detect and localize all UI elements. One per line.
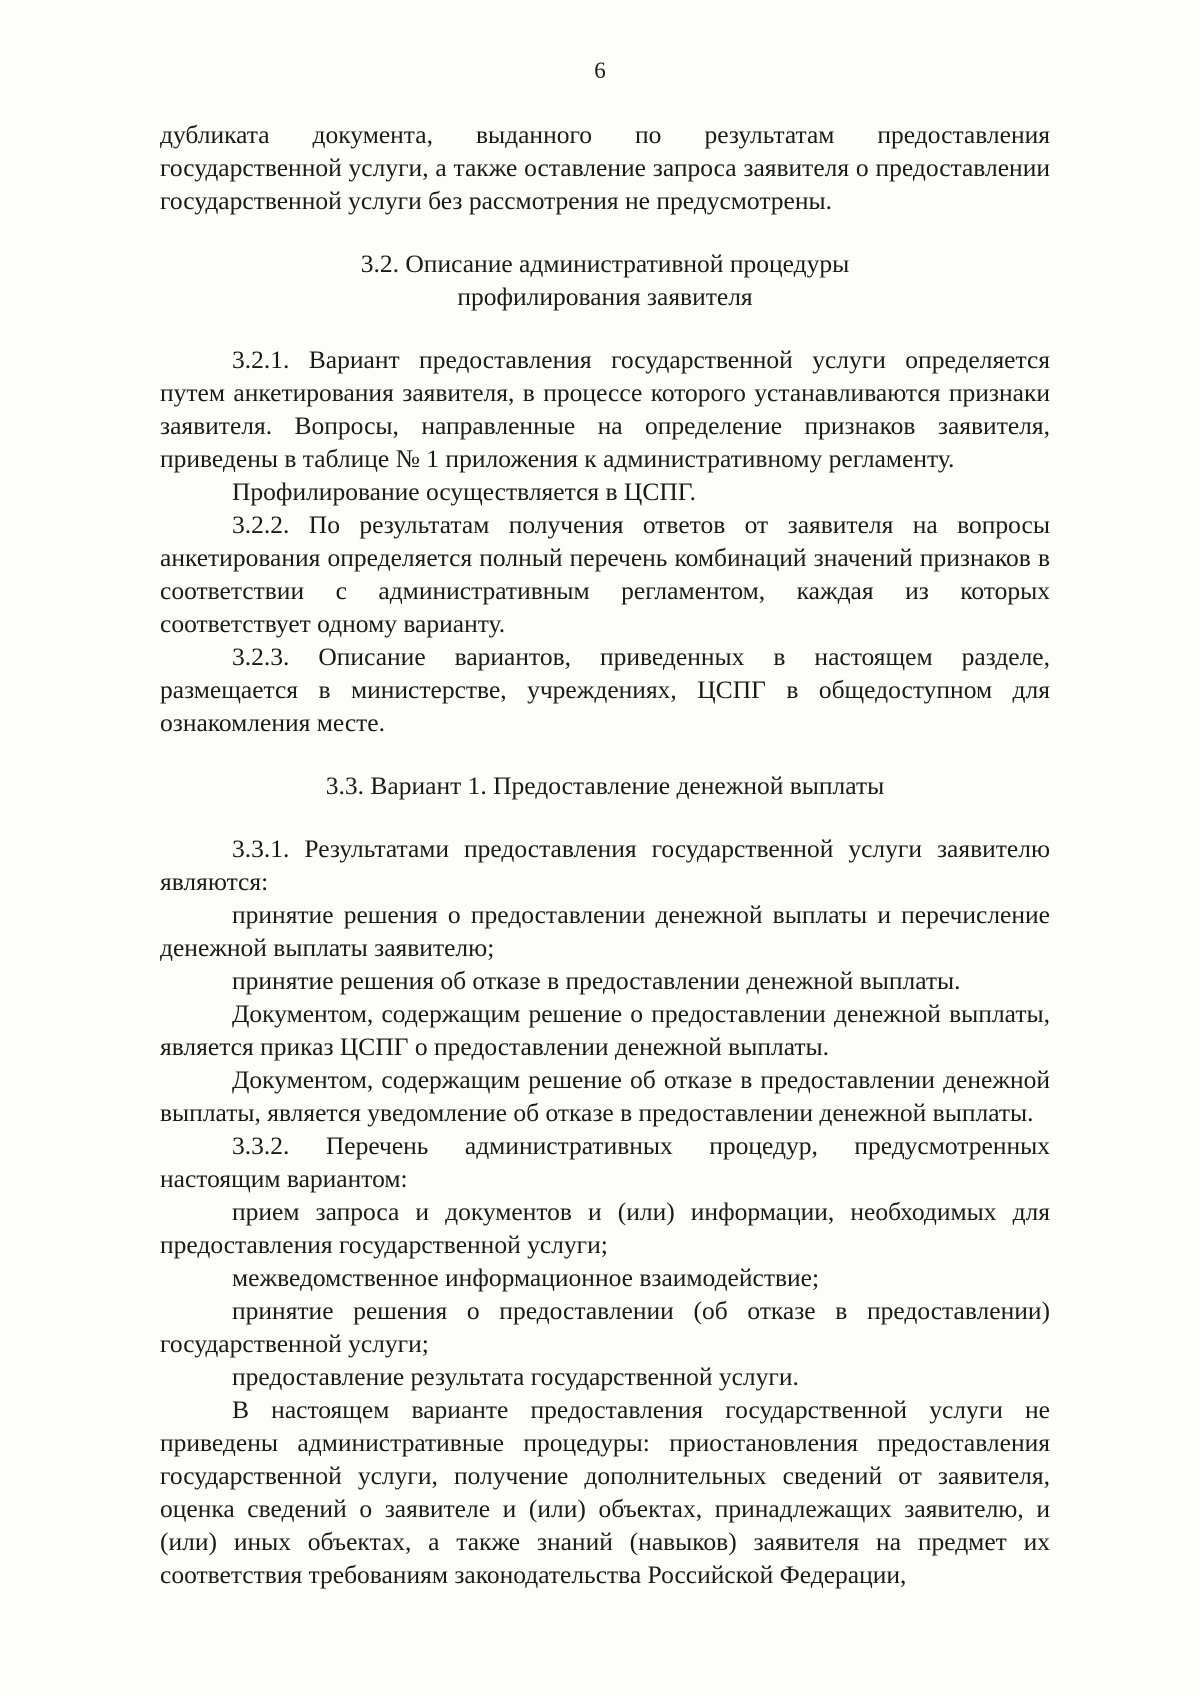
paragraph-3-3-2: 3.3.2. Перечень административных процедур, предусмотренных настоящим вариантом: [160,1131,1050,1193]
paragraph-procedure-1: прием запроса и документов и (или) информации, необходимых для предоставления государственной услуги; [160,1197,1050,1259]
paragraph-3-2-1: 3.2.1. Вариант предоставления государственной услуги определяется путем анкетирования заявителя, в процессе которого устанавливаются признаки заявителя. Вопросы, направленные на определение признаков заявителя, приведены в таблице № 1 приложения к административному регламенту. [160,345,1050,473]
paragraph-procedure-4: предоставление результата государственной услуги. [232,1362,799,1391]
paragraph-doc-1: Документом, содержащим решение о предоставлении денежной выплаты, является приказ ЦСПГ о предоставлении денежной выплаты. [160,999,1050,1061]
paragraph-doc-2: Документом, содержащим решение об отказе в предоставлении денежной выплаты, является уведомление об отказе в предоставлении денежной выплаты. [160,1065,1050,1127]
paragraph-3-3-1: 3.3.1. Результатами предоставления государственной услуги заявителю являются: [160,834,1050,896]
page-number: 6 [594,58,606,83]
paragraph-final: В настоящем варианте предоставления государственной услуги не приведены административные процедуры: приостановления предоставления государственной услуги, получение дополнительных сведений от заявителя, оценка сведений о заявителе и (или) объектах, принадлежащих заявителю, и (или) иных объектах, а также знаний (навыков) заявителя на предмет их соответствия требованиям законодательства Российской Федерации, [160,1395,1050,1589]
paragraph-result-2: принятие решения об отказе в предоставлении денежной выплаты. [232,966,961,995]
paragraph-3-2-3: 3.2.3. Описание вариантов, приведенных в настоящем разделе, размещается в министерстве, учреждениях, ЦСПГ в общедоступном для ознакомления месте. [160,642,1050,737]
paragraph-3-2-2: 3.2.2. По результатам получения ответов от заявителя на вопросы анкетирования определяется полный перечень комбинаций значений признаков в соответствии с административным регламентом, каждая из которых соответствует одному варианту. [160,510,1050,638]
paragraph-procedure-3: принятие решения о предоставлении (об отказе в предоставлении) государственной услуги; [160,1296,1050,1358]
section-3-3-heading: 3.3. Вариант 1. Предоставление денежной выплаты [325,771,885,800]
paragraph-procedure-2: межведомственное информационное взаимодействие; [232,1263,820,1292]
intro-paragraph: дубликата документа, выданного по результатам предоставления государственной услуги, а также оставление запроса заявителя о предоставлении государственной услуги без рассмотрения не предусмотрены. [160,120,1050,215]
section-3-2-heading-line2: профилирования заявителя [457,282,753,311]
document-body [160,118,1050,1591]
paragraph-profiling: Профилирование осуществляется в ЦСПГ. [232,477,696,506]
section-3-2-heading-line1: 3.2. Описание административной процедуры [360,249,850,278]
paragraph-result-1: принятие решения о предоставлении денежной выплаты и перечисление денежной выплаты заявителю; [160,900,1050,962]
